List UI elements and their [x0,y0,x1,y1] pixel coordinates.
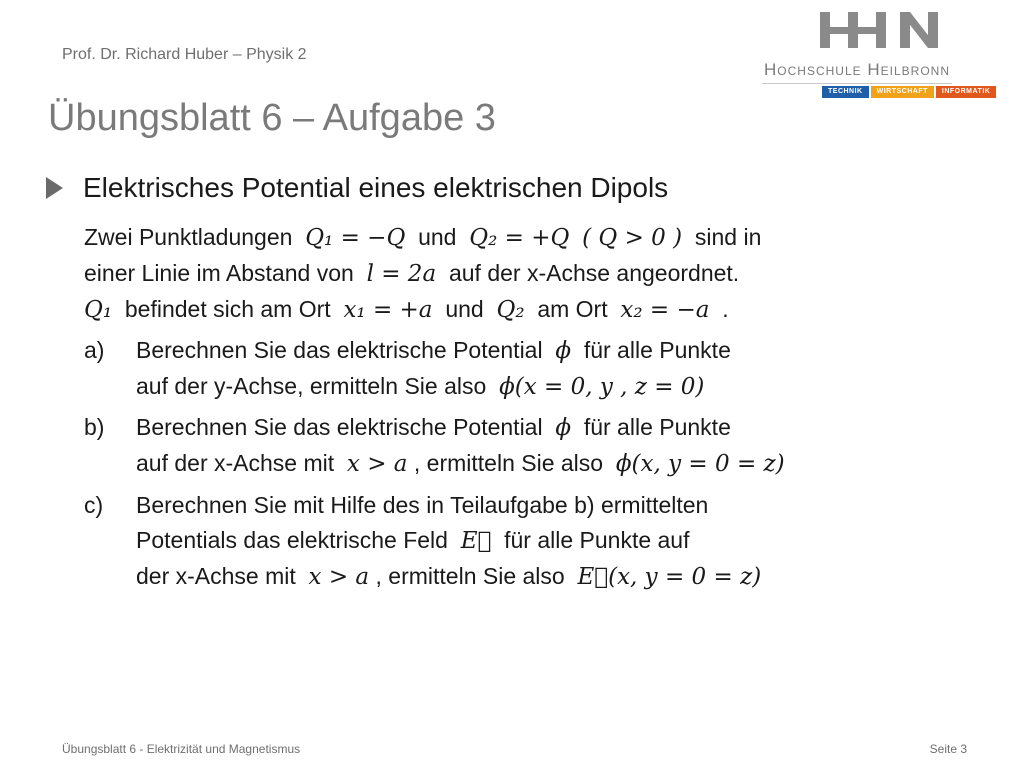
math-condition: x > a [346,451,408,477]
text: , ermitteln Sie also [375,563,565,589]
statement-line-2 [84,256,984,292]
text: Berechnen Sie mit Hilfe des in Teilaufgabe b) ermittelten [136,492,709,518]
footer-course-title: Übungsblatt 6 - Elektrizität und Magnetismus [62,742,301,756]
logo-tag-technik: TECHNIK [822,86,869,98]
statement-line-3 [84,292,984,328]
text: einer Linie im Abstand von [84,260,354,286]
math-expression: ϕ(x, y = 0 = z) [615,451,785,477]
math-condition: ( Q > 0 ) [582,225,683,251]
text: der x-Achse mit [136,563,296,589]
text: und [418,224,457,250]
text: am Ort [537,296,608,322]
text: sind in [694,224,762,250]
logo-wordmark: Hochschule Heilbronn [764,60,950,79]
author-header: Prof. Dr. Richard Huber – Physik 2 [62,46,307,63]
bullet-heading [46,172,668,204]
math-expression: E⃗(x, y = 0 = z) [577,564,762,590]
math-field-vector: E⃗ [460,528,492,554]
task-label: c) [84,492,104,518]
text: . [722,296,729,322]
text: auf der y-Achse, ermitteln Sie also [136,373,487,399]
text: Berechnen Sie das elektrische Potential [136,337,543,363]
text: , ermitteln Sie also [413,450,604,476]
statement-line-1 [84,220,984,256]
text: und [445,296,484,322]
text: für alle Punkte [583,337,731,363]
university-logo [760,8,991,98]
task-text [136,410,976,482]
text: befindet sich am Ort [124,296,331,322]
bullet-text: Elektrisches Potential eines elektrischen Dipols [83,172,669,203]
math-q2: Q₂ = +Q [469,225,570,251]
footer-page-number: Seite 3 [929,742,967,756]
math-distance: l = 2a [366,261,437,287]
task-label: a) [84,337,105,363]
text: für alle Punkte auf [504,527,690,553]
text: für alle Punkte [583,414,731,440]
slide-title: Übungsblatt 6 – Aufgabe 3 [48,97,496,139]
math-q1: Q₁ = −Q [305,225,406,251]
hhn-logo-mark [820,12,950,52]
task-text [136,333,976,405]
logo-divider [762,83,952,84]
text: auf der x-Achse angeordnet. [448,260,740,286]
problem-statement [84,220,984,328]
math-condition: x > a [308,564,370,590]
math-phi: ϕ [555,415,572,441]
text: Berechnen Sie das elektrische Potential [136,414,543,440]
math-q1-symbol: Q₁ [84,297,113,323]
triangle-bullet-icon [46,177,63,199]
math-phi: ϕ [555,338,572,364]
text: Zwei Punktladungen [84,224,293,250]
logo-tag-wirtschaft: WIRTSCHAFT [871,86,934,98]
text: Potentials das elektrische Feld [136,527,448,553]
task-text [136,488,976,595]
text: auf der x-Achse mit [136,450,335,476]
task-label: b) [84,414,105,440]
math-expression: ϕ(x = 0, y , z = 0) [499,374,705,400]
logo-tag-informatik: INFORMATIK [936,86,996,98]
math-x1: x₁ = +a [343,297,433,323]
math-q2-symbol: Q₂ [496,297,525,323]
math-x2: x₂ = −a [620,297,710,323]
